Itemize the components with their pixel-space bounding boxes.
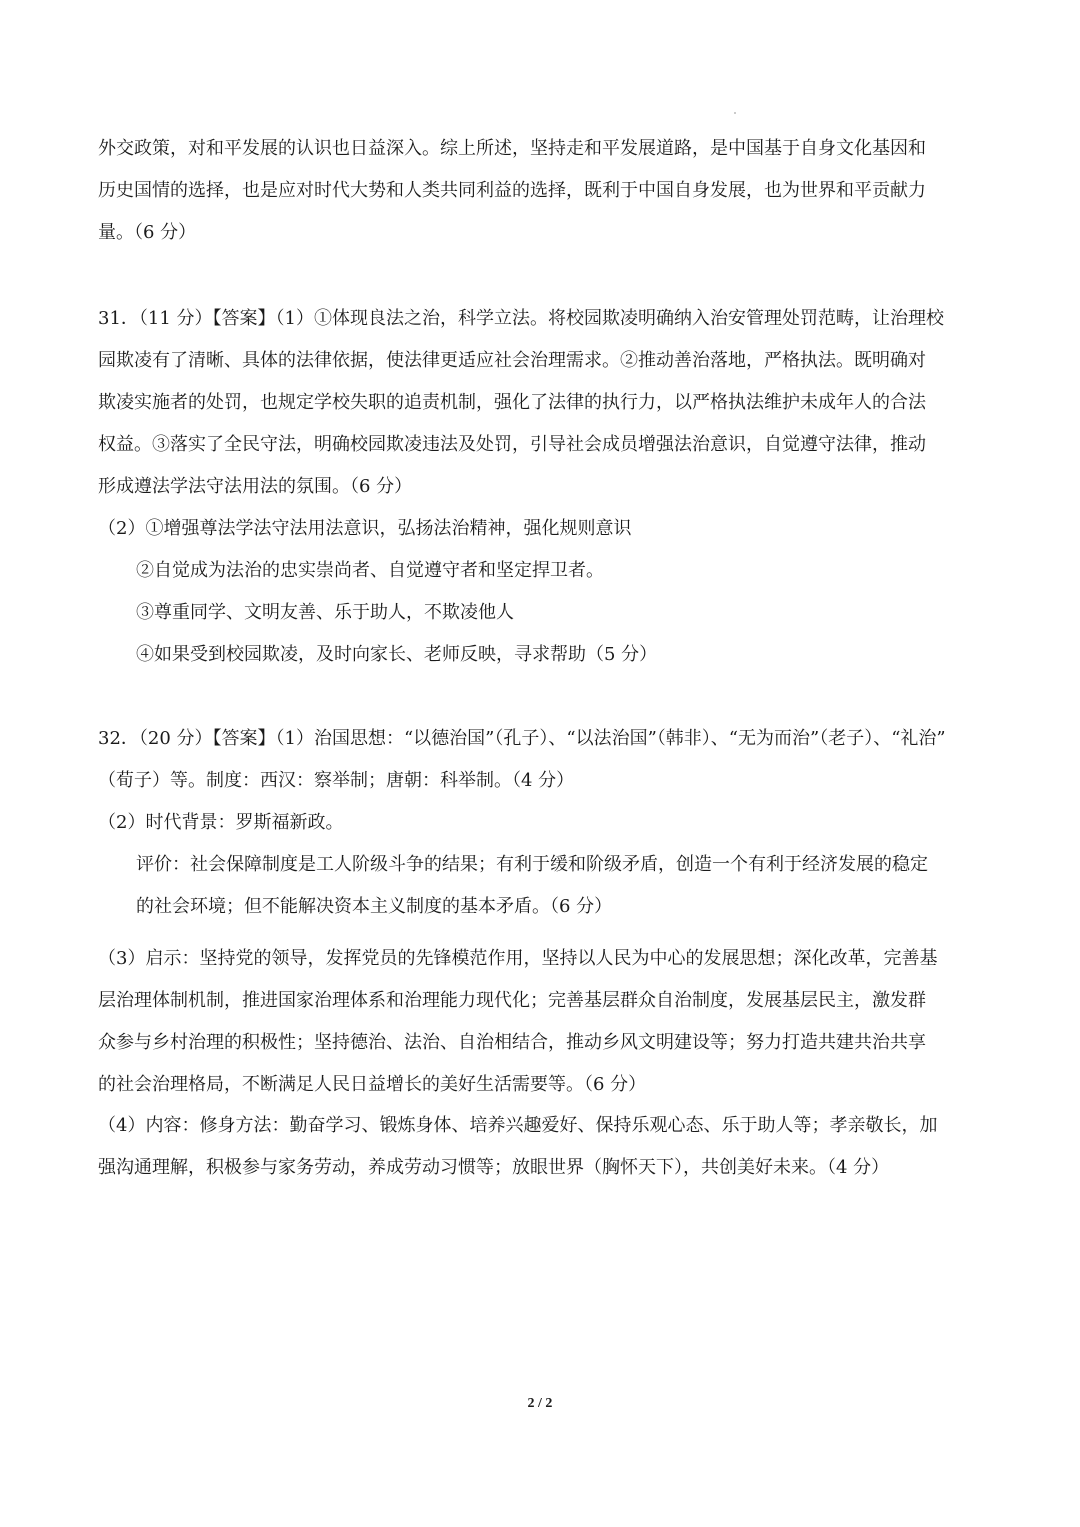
text-line: 园欺凌有了清晰、具体的法律依据，使法律更适应社会治理需求。②推动善治落地，严格执法。既明确对 (98, 350, 926, 371)
text-line: 31．（11 分）【答案】（1）①体现良法之治，科学立法。将校园欺凌明确纳入治安管理处罚范畴，让治理校 (98, 308, 944, 329)
text-line: ④如果受到校园欺凌，及时向家长、老师反映，寻求帮助（5 分） (136, 644, 658, 665)
text-line: 32．（20 分）【答案】（1）治国思想：“以德治国”（孔子）、“以法治国”（韩非）、“无为而治”（老子）、“礼治” (98, 728, 946, 749)
text-line: 权益。③落实了全民守法，明确校园欺凌违法及处罚，引导社会成员增强法治意识，自觉遵守法律，推动 (98, 434, 926, 455)
scan-speck (734, 112, 736, 114)
answer-32-part-1-2 (98, 718, 982, 928)
text-line: 的社会环境；但不能解决资本主义制度的基本矛盾。（6 分） (136, 896, 613, 917)
text-line: 众参与乡村治理的积极性；坚持德治、法治、自治相结合，推动乡风文明建设等；努力打造共建共治共享 (98, 1032, 926, 1053)
text-line: （荀子）等。制度：西汉：察举制；唐朝：科举制。（4 分） (98, 770, 575, 791)
text-line: （2）①增强尊法学法守法用法意识，弘扬法治精神，强化规则意识 (98, 518, 632, 539)
text-line: 形成遵法学法守法用法的氛围。（6 分） (98, 476, 413, 497)
page-number: 2 / 2 (527, 1396, 553, 1411)
text-line: 量。（6 分） (98, 222, 197, 243)
answer-31-part-2 (98, 508, 982, 676)
text-line: 层治理体制机制，推进国家治理体系和治理能力现代化；完善基层群众自治制度，发展基层民主，激发群 (98, 990, 926, 1011)
text-line: 评价：社会保障制度是工人阶级斗争的结果；有利于缓和阶级矛盾，创造一个有利于经济发展的稳定 (136, 854, 928, 875)
continuation-paragraph (98, 128, 982, 254)
answer-32-part-4 (98, 1105, 982, 1189)
answer-31-part-1 (98, 298, 982, 508)
text-line: 的社会治理格局，不断满足人民日益增长的美好生活需要等。（6 分） (98, 1074, 647, 1095)
text-line: 欺凌实施者的处罚，也规定学校失职的追责机制，强化了法律的执行力，以严格执法维护未成年人的合法 (98, 392, 926, 413)
answer-32-part-3 (98, 938, 982, 1106)
text-line: （2）时代背景：罗斯福新政。 (98, 812, 344, 833)
text-line: （4）内容：修身方法：勤奋学习、锻炼身体、培养兴趣爱好、保持乐观心态、乐于助人等；孝亲敬长，加 (98, 1115, 938, 1136)
text-line: ②自觉成为法治的忠实崇尚者、自觉遵守者和坚定捍卫者。 (136, 560, 604, 581)
text-line: （3）启示：坚持党的领导，发挥党员的先锋模范作用，坚持以人民为中心的发展思想；深化改革，完善基 (98, 948, 938, 969)
text-line: 历史国情的选择，也是应对时代大势和人类共同利益的选择，既利于中国自身发展，也为世界和平贡献力 (98, 180, 926, 201)
text-line: 外交政策，对和平发展的认识也日益深入。综上所述，坚持走和平发展道路，是中国基于自身文化基因和 (98, 138, 926, 159)
text-line: 强沟通理解，积极参与家务劳动，养成劳动习惯等；放眼世界（胸怀天下），共创美好未来。（4 分） (98, 1157, 890, 1178)
text-line: ③尊重同学、文明友善、乐于助人，不欺凌他人 (136, 602, 514, 623)
